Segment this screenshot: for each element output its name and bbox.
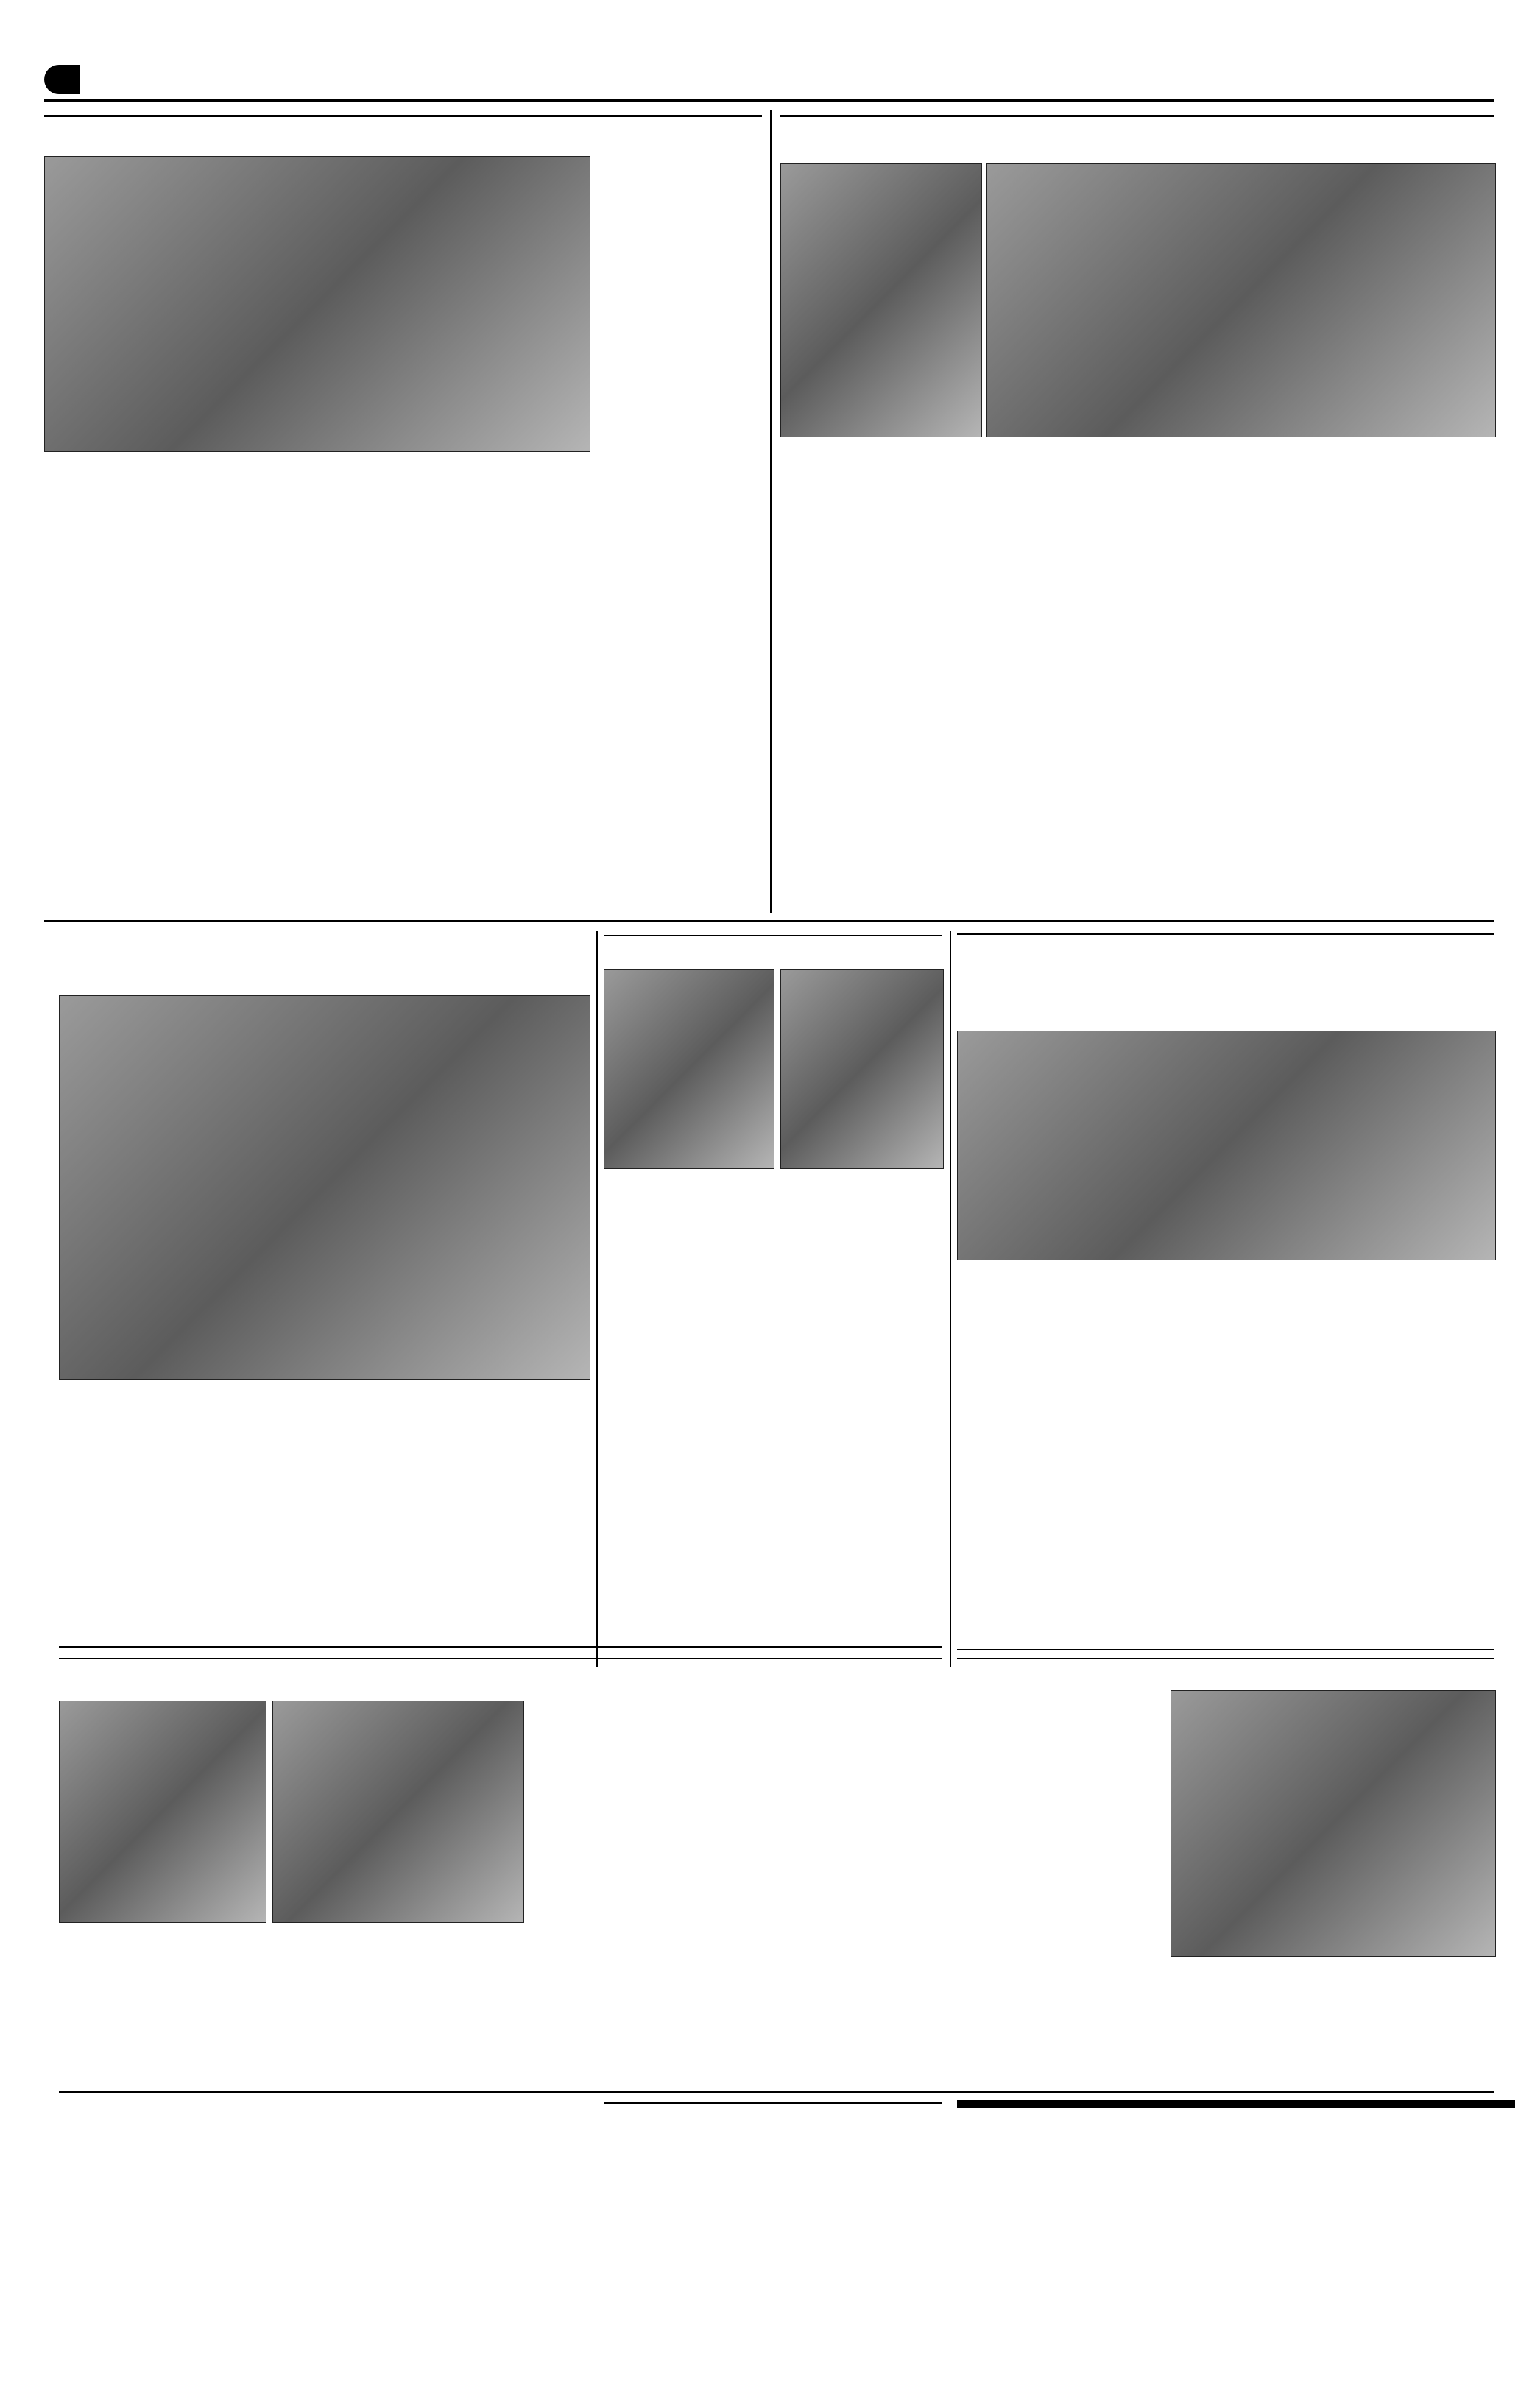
story5-body-col3 [957,1266,1137,1502]
story7-headline [957,1653,1494,1659]
story3-body-col1 [412,1384,589,1664]
story6-body-col2 [530,1701,729,2083]
story4-body-col3 [604,1458,773,1667]
story3-body-col3 [59,1384,221,1664]
story6-headline [59,1653,942,1659]
story1-body-col2 [1060,442,1281,913]
column-divider [950,931,951,1667]
story7-body-col1 [957,1690,1163,1941]
column-divider [596,931,598,1667]
story1-body-col3 [780,442,1045,913]
row-rule [59,2091,1494,2093]
row-rule [957,1649,1494,1650]
story6-body-col1 [736,1701,942,2083]
row-rule [59,1646,942,1648]
story1-photo-crowd [986,163,1496,437]
story6-body-col3 [272,1929,523,2083]
story5-photo-meeting [957,1031,1496,1260]
page-number [44,65,80,94]
story6-body-col4 [59,1929,265,2083]
story4-headline [604,931,942,936]
story4-body-col1 [780,1173,942,1667]
story2-photo-inauguration [44,156,590,452]
story6-photo-meeting [272,1701,524,1923]
row-rule [44,920,1494,922]
story7-photo-meeting [1171,1690,1496,1957]
column-divider [770,110,772,913]
story2-headline [44,110,762,117]
masthead-logo [648,59,883,99]
header-rule [44,99,1494,102]
story6-photo-secretary [59,1701,266,1923]
story10-headline [957,2100,1515,2108]
story5-body-col1 [1340,1266,1494,1664]
story1-headline [780,110,1494,117]
story2-body-col4 [44,456,265,913]
story5-body-col4 [957,1505,1137,1645]
story2-body-col2 [515,559,763,913]
story4-photo-dc [780,969,944,1169]
story5-headline [957,931,1494,935]
story9-headline [604,2100,942,2104]
story4-body-col2 [604,1173,773,1453]
story3-photo-plantation [59,995,590,1380]
story4-photo-meeting [604,969,774,1169]
story1-photo-speaker [780,163,982,437]
story1-body-col1 [1296,442,1494,913]
story3-body-col2 [228,1384,398,1664]
story2-body-col3 [280,456,501,913]
story2-body-col1 [596,156,763,554]
story5-body-col2 [1148,1266,1329,1664]
